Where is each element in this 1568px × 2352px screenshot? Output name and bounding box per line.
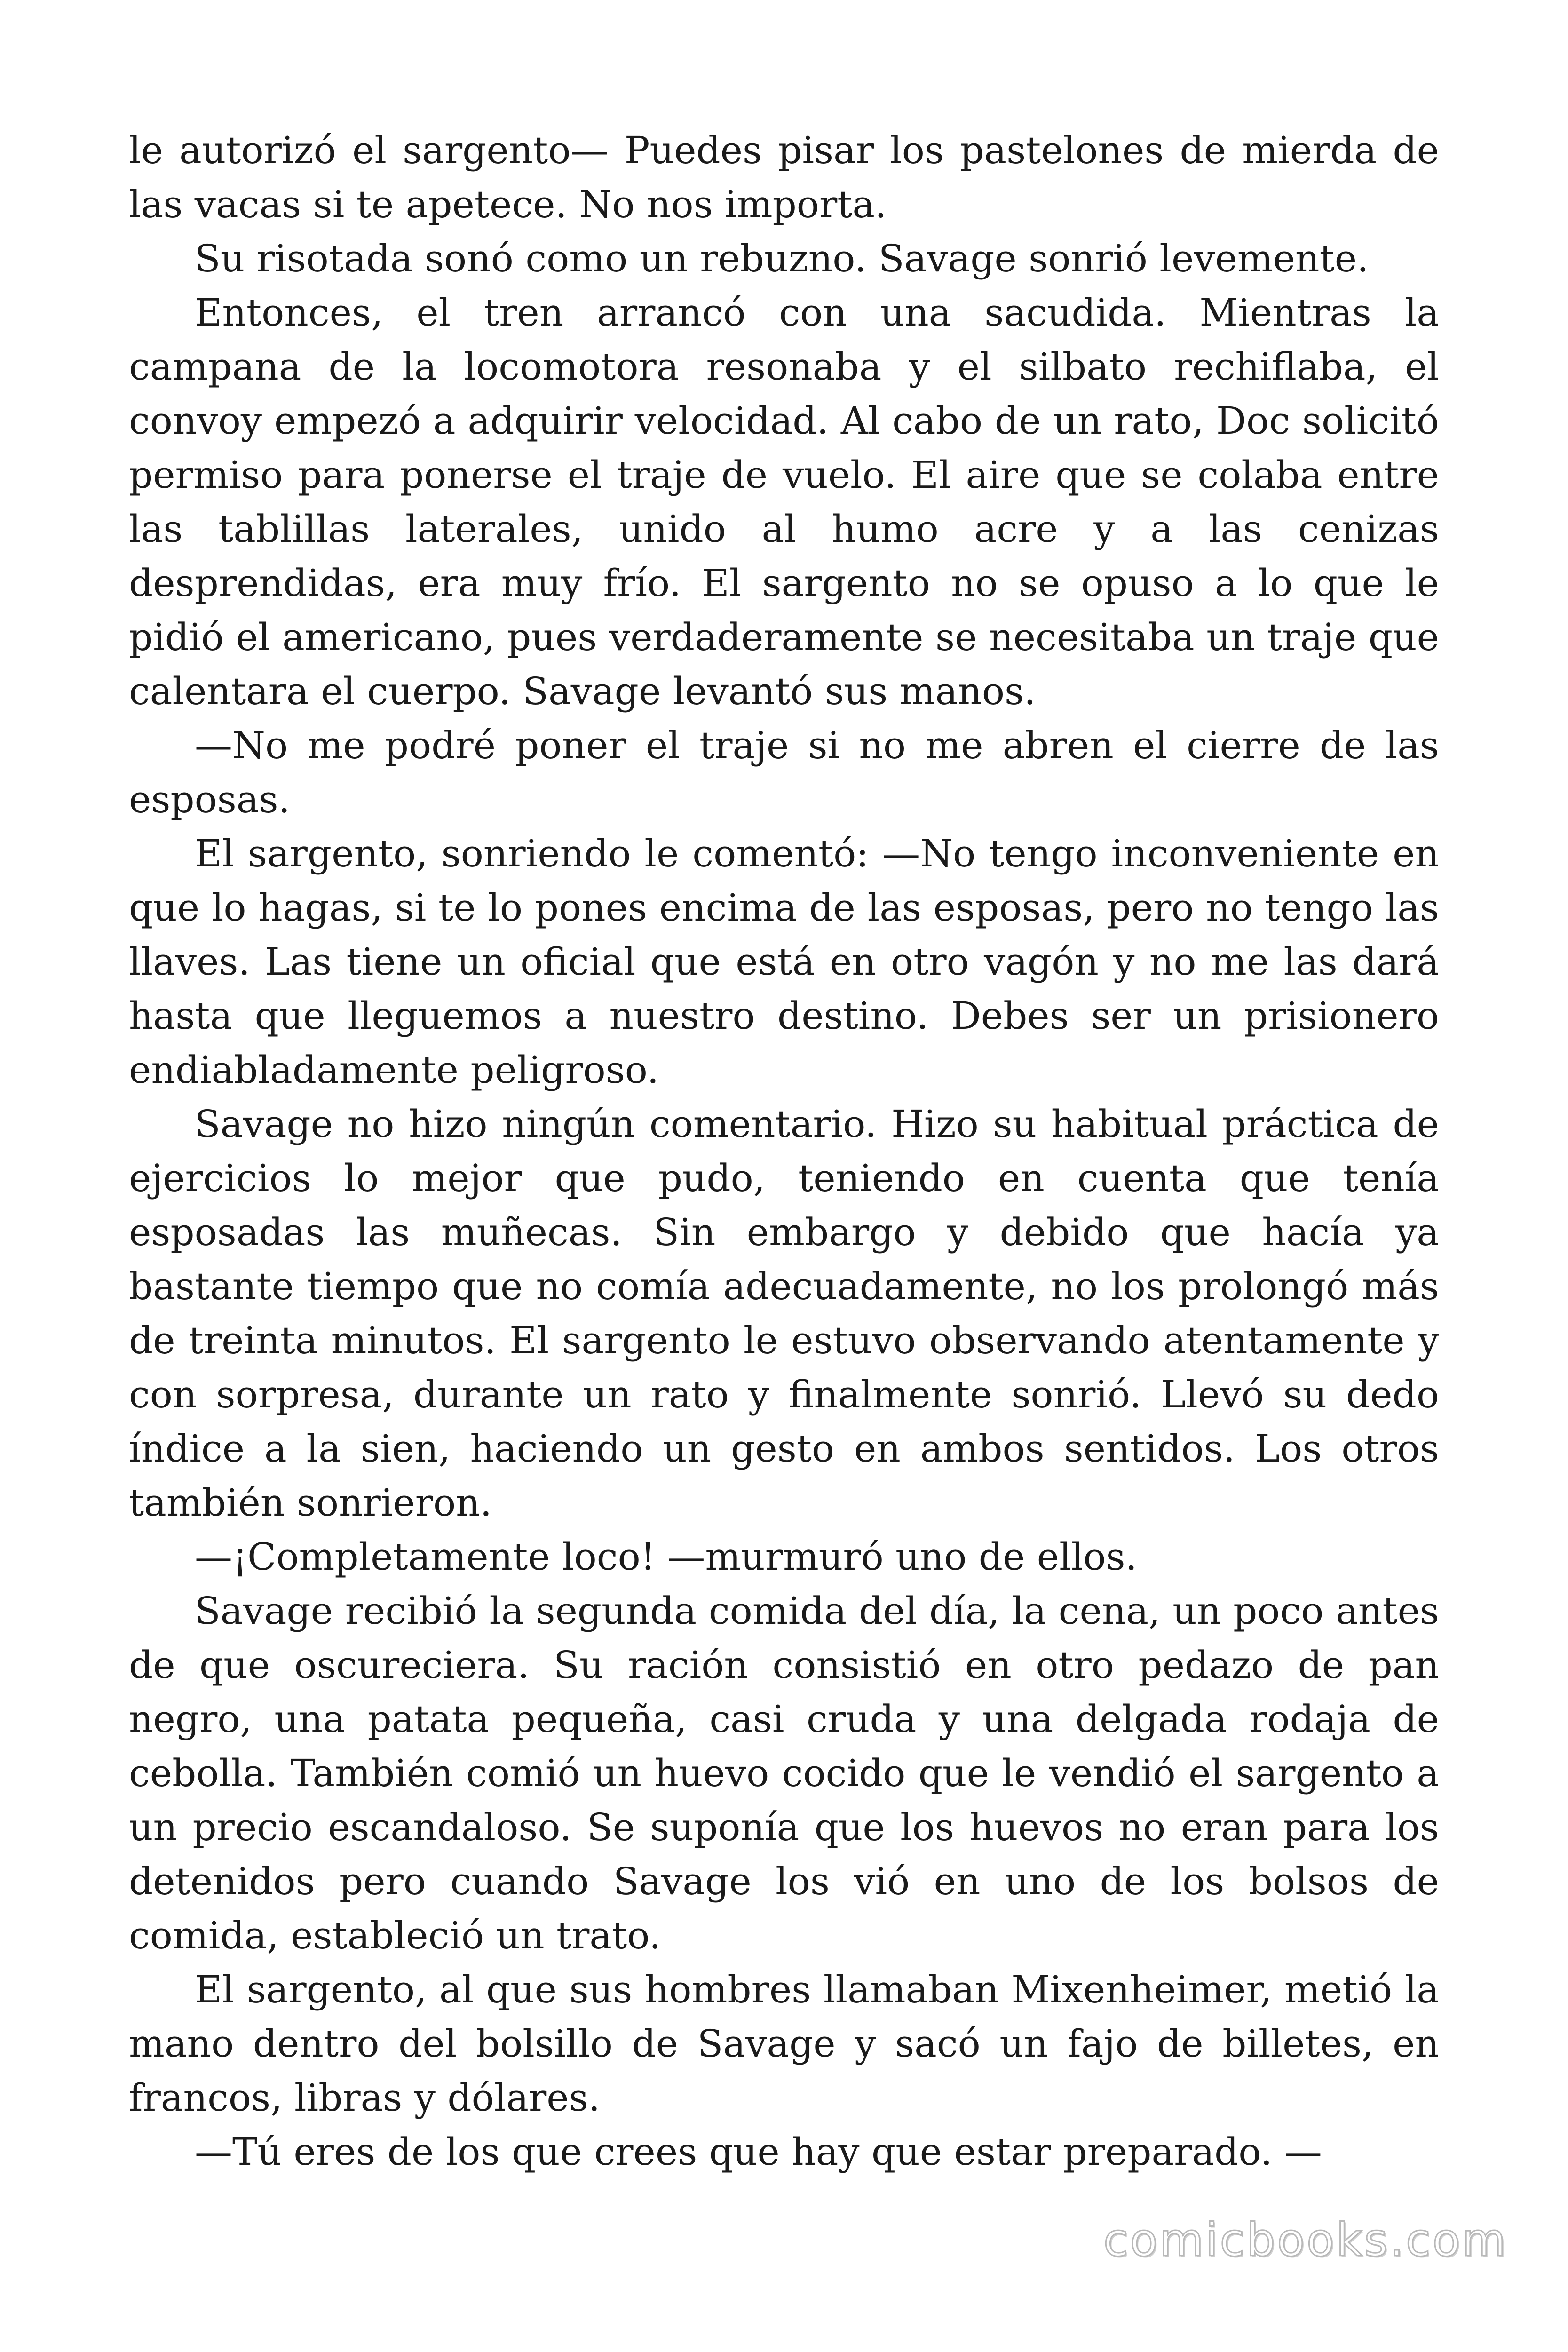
paragraph: Entonces, el tren arrancó con una sacudida. Mientras la campana de la locomotora resonaba y el silbato rechiflaba, el convoy empezó a adquirir velocidad. Al cabo de un rato, Doc solicitó permiso para ponerse el traje de vuelo. El aire que se colaba entre las tablillas laterales, unido al humo acre y a las cenizas desprendidas, era muy frío. El sargento no se opuso a lo que le pidió el americano, pues verdaderamente se necesitaba un traje que calentara el cuerpo. Savage levantó sus manos. <box>129 291 1439 713</box>
paragraph: —¡Completamente loco! —murmuró uno de ellos. <box>195 1535 1137 1579</box>
paragraph-continued: le autorizó el sargento— Puedes pisar los pastelones de mierda de las vacas si te apetece. No nos importa. <box>129 128 1439 226</box>
watermark-logo: comicbooks.com <box>1103 2214 1508 2266</box>
paragraph: El sargento, sonriendo le comentó: —No tengo inconveniente en que lo hagas, si te lo pones encima de las esposas, pero no tengo las llaves. Las tiene un oficial que está en otro vagón y no me las dará hasta que lleguemos a nuestro destino. Debes ser un prisionero endiabladamente peligroso. <box>129 832 1439 1092</box>
paragraph: —No me podré poner el traje si no me abren el cierre de las esposas. <box>129 723 1439 821</box>
paragraph: El sargento, al que sus hombres llamaban Mixenheimer, metió la mano dentro del bolsillo de Savage y sacó un fajo de billetes, en francos, libras y dólares. <box>129 1968 1439 2120</box>
paragraph: Savage no hizo ningún comentario. Hizo su habitual práctica de ejercicios lo mejor que pudo, teniendo en cuenta que tenía esposadas las muñecas. Sin embargo y debido que hacía ya bastante tiempo que no comía adecuadamente, no los prolongó más de treinta minutos. El sargento le estuvo observando atentamente y con sorpresa, durante un rato y finalmente sonrió. Llevó su dedo índice a la sien, haciendo un gesto en ambos sentidos. Los otros también sonrieron. <box>129 1102 1439 1525</box>
book-page-text <box>129 123 1439 2179</box>
paragraph: —Tú eres de los que crees que hay que estar preparado. — <box>195 2130 1322 2174</box>
paragraph: Su risotada sonó como un rebuzno. Savage sonrió levemente. <box>195 237 1369 280</box>
paragraph: Savage recibió la segunda comida del día, la cena, un poco antes de que oscureciera. Su ración consistió en otro pedazo de pan negro, una patata pequeña, casi cruda y una delgada rodaja de cebolla. También comió un huevo cocido que le vendió el sargento a un precio escandaloso. Se suponía que los huevos no eran para los detenidos pero cuando Savage los vió en uno de los bolsos de comida, estableció un trato. <box>129 1589 1439 1957</box>
